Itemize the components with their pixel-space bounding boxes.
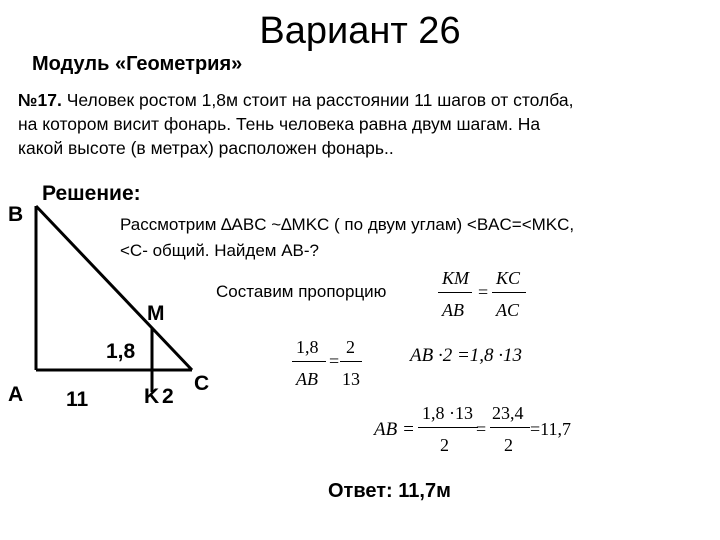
label-b: B	[8, 203, 24, 226]
label-m: M	[147, 302, 165, 325]
f2-bar-1	[292, 361, 326, 362]
f2-den-2: 13	[342, 369, 360, 389]
problem-number: №17.	[18, 90, 62, 110]
label-shadow: 2	[162, 385, 174, 408]
f1-num-2: KC	[496, 268, 521, 288]
proportion-caption: Составим пропорцию	[216, 282, 387, 301]
f2-num-2: 2	[346, 337, 355, 357]
problem-line-3: какой высоте (в метрах) расположен фонарь..	[18, 138, 394, 158]
solution-line-2: <C- общий. Найдем AB-?	[120, 241, 320, 260]
f4-den-2: 2	[504, 435, 513, 455]
f1-eq: =	[478, 282, 489, 302]
solution-heading: Решение:	[42, 182, 141, 205]
f2-eq: =	[329, 351, 340, 371]
f1-den-2: AC	[496, 300, 520, 320]
solution-line-1: Рассмотрим ∆ABC ~∆MKC ( по двум углам) <BAC=<MKC,	[120, 215, 575, 234]
f4-bar-1	[418, 427, 478, 428]
module-heading: Модуль «Геометрия»	[32, 53, 243, 75]
page-title: Вариант 26	[259, 10, 461, 52]
f2-den-1: AB	[296, 369, 318, 389]
problem-line-2: на котором висит фонарь. Тень человека равна двум шагам. На	[18, 114, 541, 134]
label-base: 11	[66, 388, 89, 411]
f3-equation: AB ·2 =1,8 ·13	[410, 345, 523, 366]
answer: Ответ: 11,7м	[328, 480, 451, 502]
f1-den-1: AB	[442, 300, 464, 320]
f2-bar-2	[340, 361, 362, 362]
label-c: C	[194, 372, 210, 395]
f4-num-1: 1,8 ·13	[422, 403, 473, 423]
f4-lhs: AB =	[374, 419, 415, 440]
f4-eq-1: =	[476, 419, 487, 439]
f1-bar-2	[492, 292, 526, 293]
label-height: 1,8	[106, 340, 136, 363]
f1-bar-1	[438, 292, 472, 293]
label-a: A	[8, 383, 24, 406]
f4-bar-2	[490, 427, 530, 428]
label-k: K	[144, 385, 160, 408]
problem-line-1: Человек ростом 1,8м стоит на расстоянии 11 шагов от столба,	[61, 90, 574, 110]
f4-den-1: 2	[440, 435, 449, 455]
f2-num-1: 1,8	[296, 337, 319, 357]
f1-num-1: KM	[442, 268, 469, 288]
f4-num-2: 23,4	[492, 403, 524, 423]
f4-result: =11,7	[530, 419, 571, 439]
